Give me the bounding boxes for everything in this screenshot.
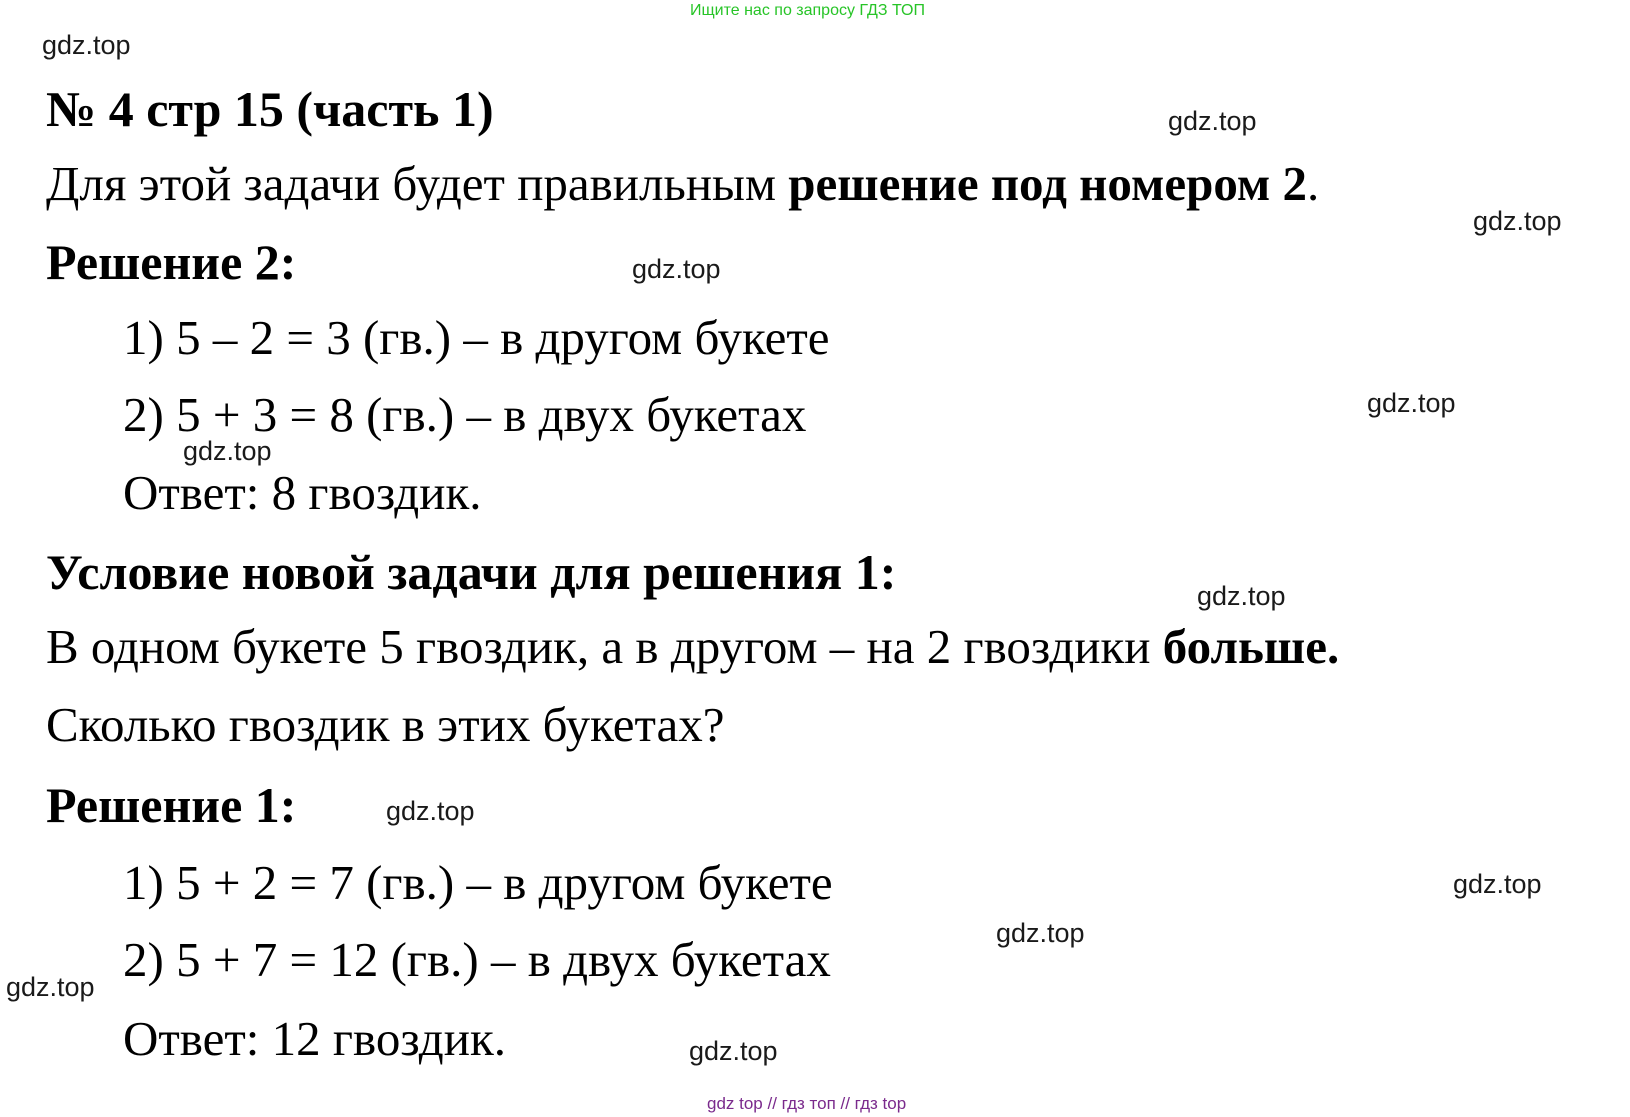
new-task-line1-text: В одном букете 5 гвоздик, а в другом – на 2 гвоздики [46, 619, 1163, 674]
watermark: gdz.top [1168, 106, 1257, 136]
watermark: gdz.top [6, 972, 95, 1002]
watermark: gdz.top [42, 30, 131, 60]
solution2-heading: Решение 2: [46, 234, 297, 290]
watermark: gdz.top [996, 918, 1085, 948]
intro-end: . [1307, 156, 1320, 211]
watermark: gdz.top [1367, 388, 1456, 418]
intro-bold: решение под номером 2 [788, 156, 1308, 211]
watermark: gdz.top [1473, 206, 1562, 236]
bottom-banner: gdz top // гдз топ // гдз top [707, 1094, 907, 1113]
solution1-heading: Решение 1: [46, 777, 297, 833]
new-task-line2: Сколько гвоздик в этих букетах? [46, 697, 725, 752]
top-banner: Ищите нас по запросу ГДЗ ТОП [690, 2, 925, 19]
intro-line [46, 155, 1319, 212]
watermark: gdz.top [689, 1036, 778, 1066]
solution2-answer: Ответ: 8 гвоздик. [123, 465, 482, 520]
new-task-heading: Условие новой задачи для решения 1: [46, 544, 897, 600]
solution1-step1: 1) 5 + 2 = 7 (гв.) – в другом букете [123, 855, 833, 910]
watermark: gdz.top [632, 254, 721, 284]
watermark: gdz.top [386, 796, 475, 826]
watermark: gdz.top [1197, 581, 1286, 611]
solution1-answer: Ответ: 12 гвоздик. [123, 1011, 507, 1066]
watermark: gdz.top [183, 436, 272, 466]
watermark: gdz.top [1453, 869, 1542, 899]
solution2-step1: 1) 5 – 2 = 3 (гв.) – в другом букете [123, 310, 830, 365]
solution2-step2: 2) 5 + 3 = 8 (гв.) – в двух букетах [123, 387, 807, 442]
new-task-line1-bold: больше. [1162, 619, 1340, 674]
solution1-step2: 2) 5 + 7 = 12 (гв.) – в двух букетах [123, 932, 831, 987]
intro-text: Для этой задачи будет правильным [46, 156, 789, 211]
page-title: № 4 стр 15 (часть 1) [46, 81, 494, 137]
new-task-line1 [46, 618, 1339, 675]
